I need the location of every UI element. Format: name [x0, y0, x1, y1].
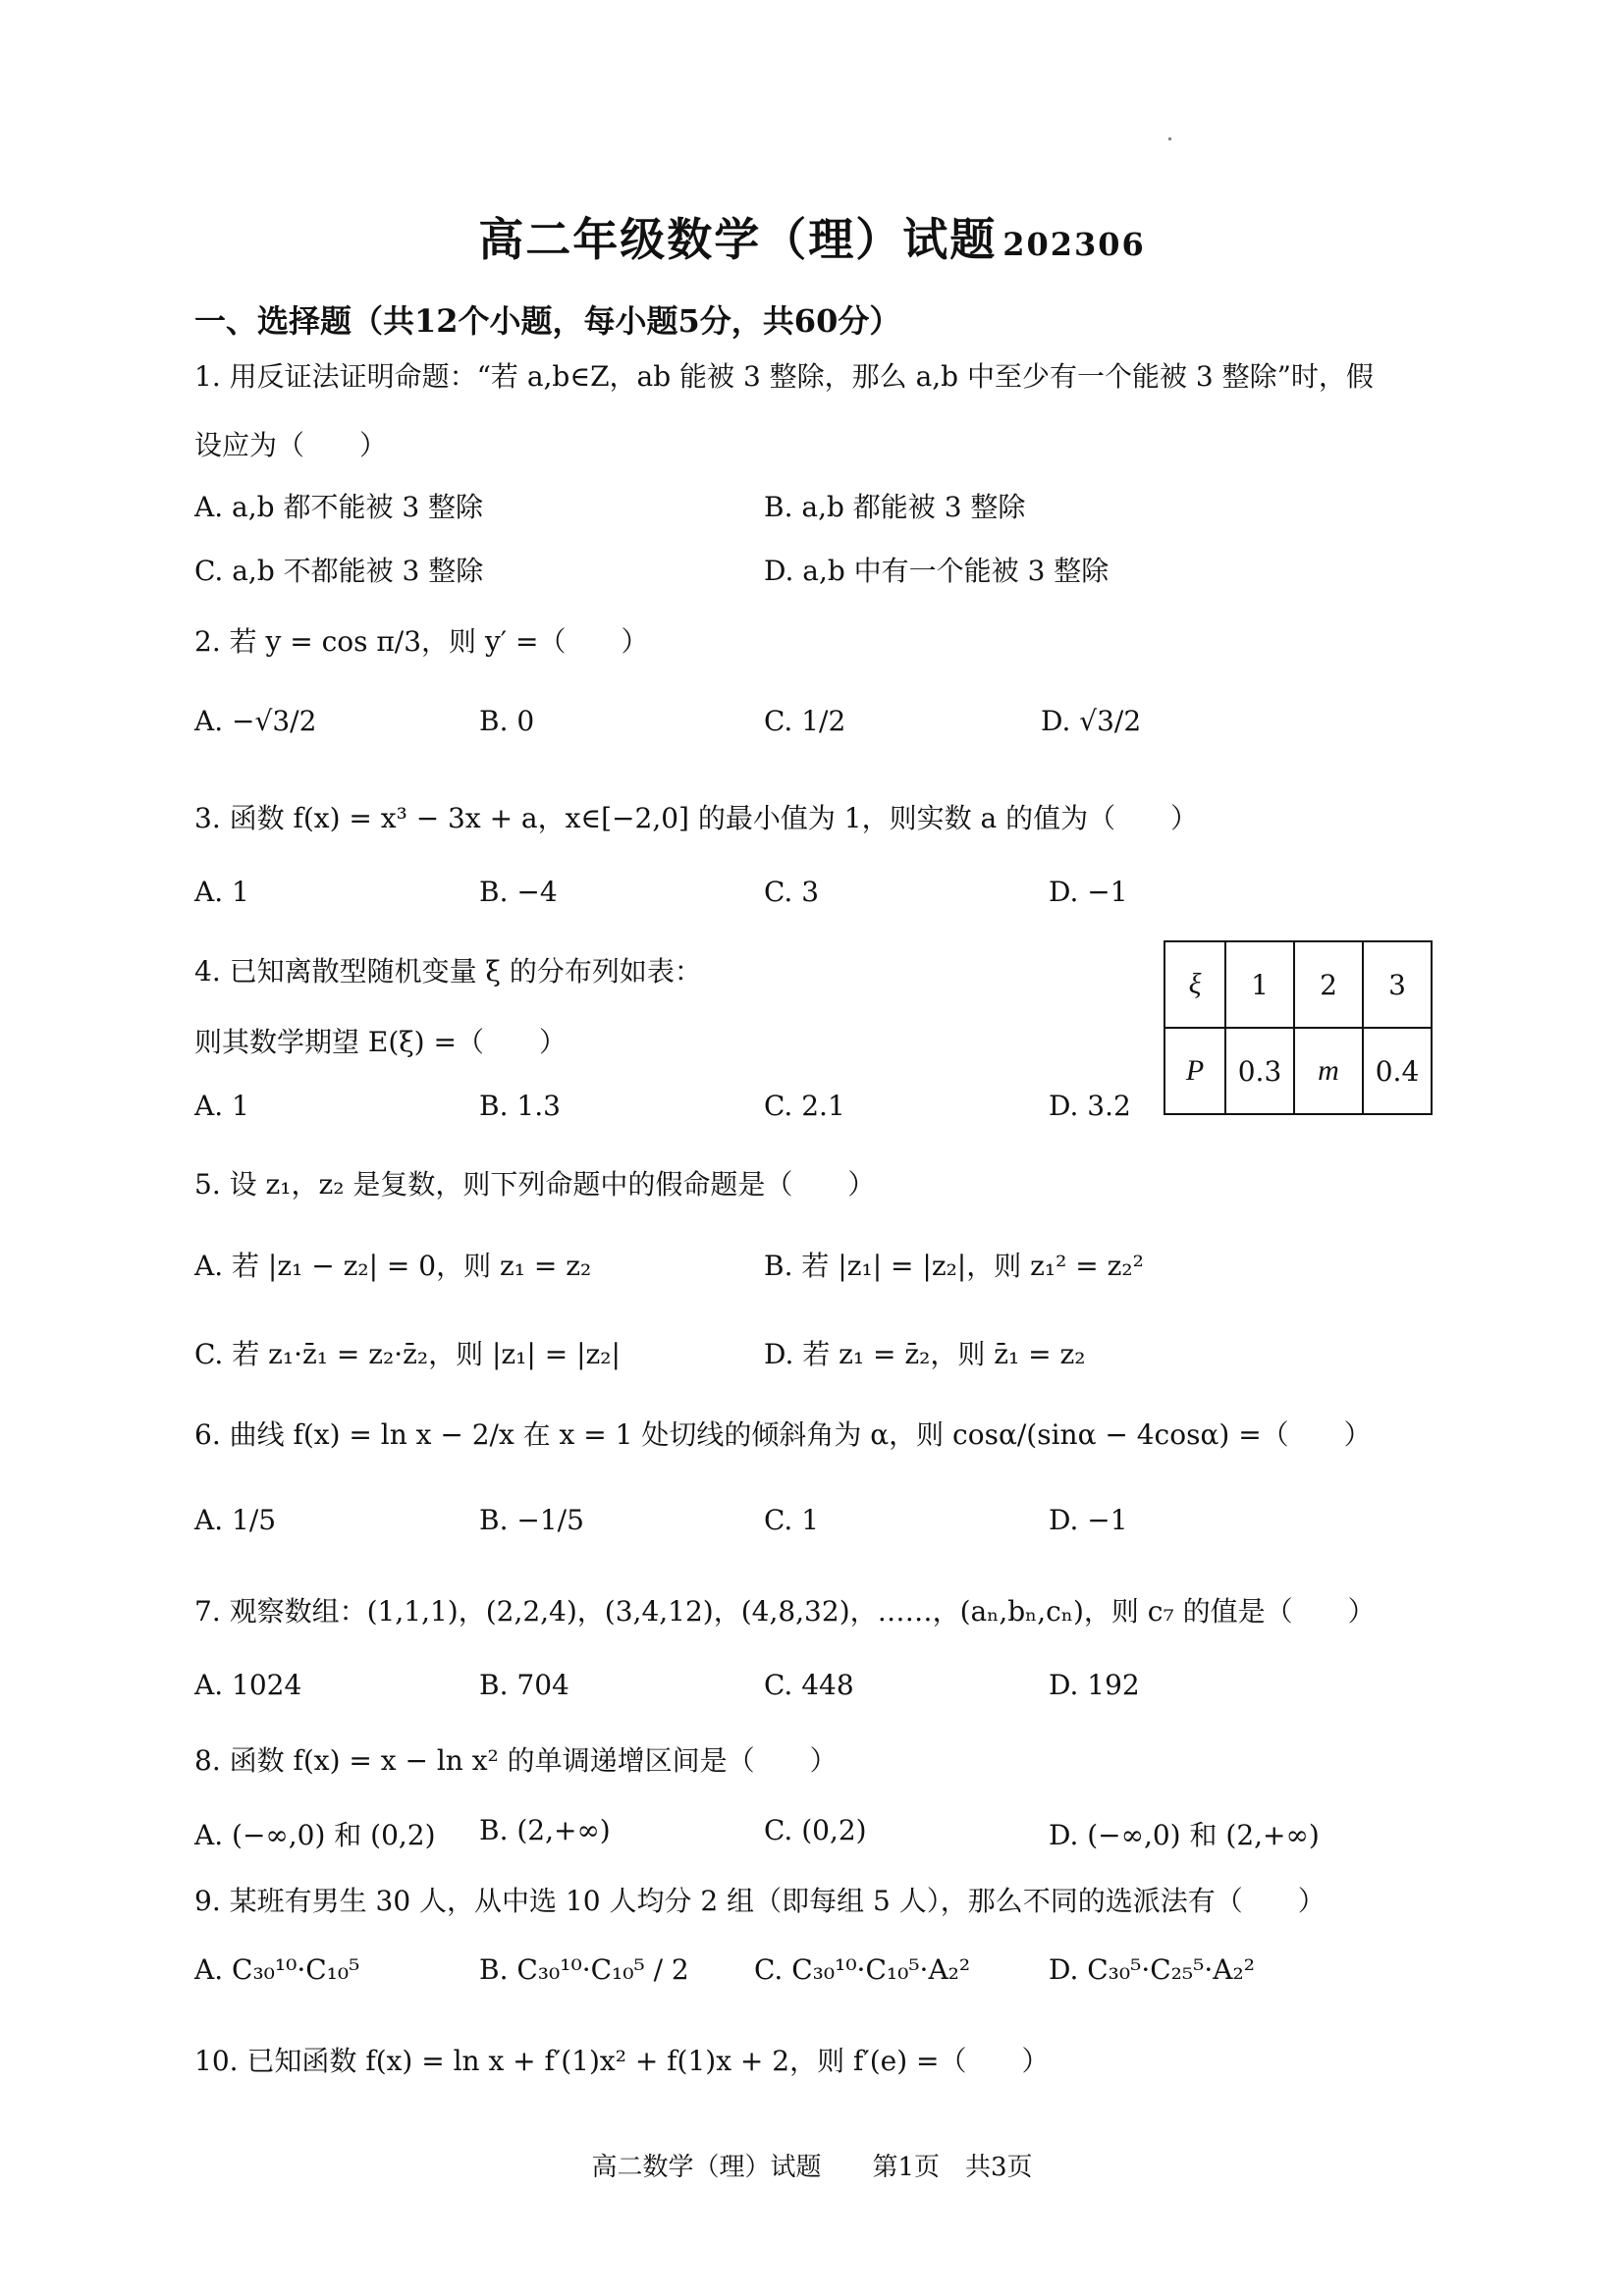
- q8-option-a: A. (−∞,0) 和 (0,2): [194, 1819, 436, 1851]
- q7-option-c: C. 448: [764, 1669, 854, 1701]
- q9-option-a: A. C₃₀¹⁰·C₁₀⁵: [194, 1953, 360, 1986]
- table-cell: 3: [1363, 941, 1432, 1028]
- q4-option-c: C. 2.1: [764, 1090, 845, 1122]
- q6-option-b: B. −1/5: [479, 1504, 584, 1536]
- q2-option-c: C. 1/2: [764, 705, 846, 737]
- table-row: [1164, 1028, 1432, 1114]
- table-cell: 0.3: [1225, 1028, 1294, 1114]
- q4-stem: 4. 已知离散型随机变量 ξ 的分布列如表：: [194, 955, 702, 988]
- scan-speck: [1168, 137, 1171, 140]
- q3-option-a: A. 1: [194, 876, 249, 908]
- q3-stem: 3. 函数 f(x) = x³ − 3x + a，x∈[−2,0] 的最小值为 1，则实数 a 的值为（ ）: [194, 802, 1199, 834]
- q1-option-d: D. a,b 中有一个能被 3 整除: [764, 555, 1110, 587]
- page-footer: 高二数学（理）试题 第1页 共3页: [591, 2153, 1033, 2182]
- q8-option-c: C. (0,2): [764, 1814, 867, 1846]
- q6-stem: 6. 曲线 f(x) = ln x − 2/x 在 x = 1 处切线的倾斜角为 α，则 cosα/(sinα − 4cosα) =（ ）: [194, 1418, 1372, 1451]
- q7-stem: 7. 观察数组：(1,1,1)，(2,2,4)，(3,4,12)，(4,8,32)，……，(aₙ,bₙ,cₙ)，则 c₇ 的值是（ ）: [194, 1595, 1376, 1628]
- q8-option-d: D. (−∞,0) 和 (2,+∞): [1049, 1819, 1320, 1851]
- q9-stem: 9. 某班有男生 30 人，从中选 10 人均分 2 组（即每组 5 人），那么不同的选派法有（ ）: [194, 1885, 1326, 1917]
- q1-stem-cont: 设应为（ ）: [194, 429, 388, 461]
- q5-option-a: A. 若 |z₁ − z₂| = 0，则 z₁ = z₂: [194, 1250, 592, 1282]
- q4-option-a: A. 1: [194, 1090, 249, 1122]
- q3-option-d: D. −1: [1049, 876, 1128, 908]
- q1-option-b: B. a,b 都能被 3 整除: [764, 491, 1026, 523]
- q2-option-a: A. −√3/2: [194, 705, 317, 737]
- q9-option-b: B. C₃₀¹⁰·C₁₀⁵ / 2: [479, 1953, 689, 1986]
- q3-option-c: C. 3: [764, 876, 820, 908]
- q4-option-d: D. 3.2: [1049, 1090, 1131, 1122]
- q8-stem: 8. 函数 f(x) = x − ln x² 的单调递增区间是（ ）: [194, 1744, 838, 1777]
- q7-option-a: A. 1024: [194, 1669, 302, 1701]
- table-cell: m: [1294, 1028, 1363, 1114]
- title-code: 202306: [1002, 226, 1146, 263]
- q9-option-c: C. C₃₀¹⁰·C₁₀⁵·A₂²: [754, 1953, 971, 1986]
- title-text: 高二年级数学（理）试题: [478, 213, 998, 266]
- table-cell: 1: [1225, 941, 1294, 1028]
- page-title: [0, 204, 1624, 269]
- q7-option-b: B. 704: [479, 1669, 569, 1701]
- q5-option-c: C. 若 z₁·z̄₁ = z₂·z̄₂，则 |z₁| = |z₂|: [194, 1338, 621, 1370]
- table-cell: ξ: [1164, 941, 1225, 1028]
- q6-option-c: C. 1: [764, 1504, 820, 1536]
- distribution-table: [1164, 940, 1433, 1115]
- q1-stem: 1. 用反证法证明命题：“若 a,b∈Z，ab 能被 3 整除，那么 a,b 中至少有一个能被 3 整除”时，假: [194, 360, 1374, 393]
- q6-option-d: D. −1: [1049, 1504, 1128, 1536]
- q5-stem: 5. 设 z₁，z₂ 是复数，则下列命题中的假命题是（ ）: [194, 1168, 876, 1201]
- q5-option-d: D. 若 z₁ = z̄₂，则 z̄₁ = z₂: [764, 1338, 1086, 1370]
- table-row: [1164, 941, 1432, 1028]
- table-cell: P: [1164, 1028, 1225, 1114]
- q9-option-d: D. C₃₀⁵·C₂₅⁵·A₂²: [1049, 1953, 1255, 1986]
- q4-option-b: B. 1.3: [479, 1090, 561, 1122]
- section-heading: 一、选择题（共12个小题，每小题5分，共60分）: [194, 302, 901, 340]
- q2-option-d: D. √3/2: [1041, 705, 1142, 737]
- q3-option-b: B. −4: [479, 876, 558, 908]
- q8-option-b: B. (2,+∞): [479, 1814, 611, 1846]
- q5-option-b: B. 若 |z₁| = |z₂|，则 z₁² = z₂²: [764, 1250, 1144, 1282]
- table-cell: 2: [1294, 941, 1363, 1028]
- q6-option-a: A. 1/5: [194, 1504, 277, 1536]
- q2-stem: 2. 若 y = cos π/3，则 y′ =（ ）: [194, 625, 649, 658]
- q1-option-a: A. a,b 都不能被 3 整除: [194, 491, 484, 523]
- q4-stem-cont: 则其数学期望 E(ξ) =（ ）: [194, 1026, 567, 1058]
- table-cell: 0.4: [1363, 1028, 1432, 1114]
- q10-stem: 10. 已知函数 f(x) = ln x + f′(1)x² + f(1)x + 2，则 f′(e) =（ ）: [194, 2045, 1050, 2077]
- q7-option-d: D. 192: [1049, 1669, 1140, 1701]
- q1-option-c: C. a,b 不都能被 3 整除: [194, 555, 484, 587]
- q2-option-b: B. 0: [479, 705, 535, 737]
